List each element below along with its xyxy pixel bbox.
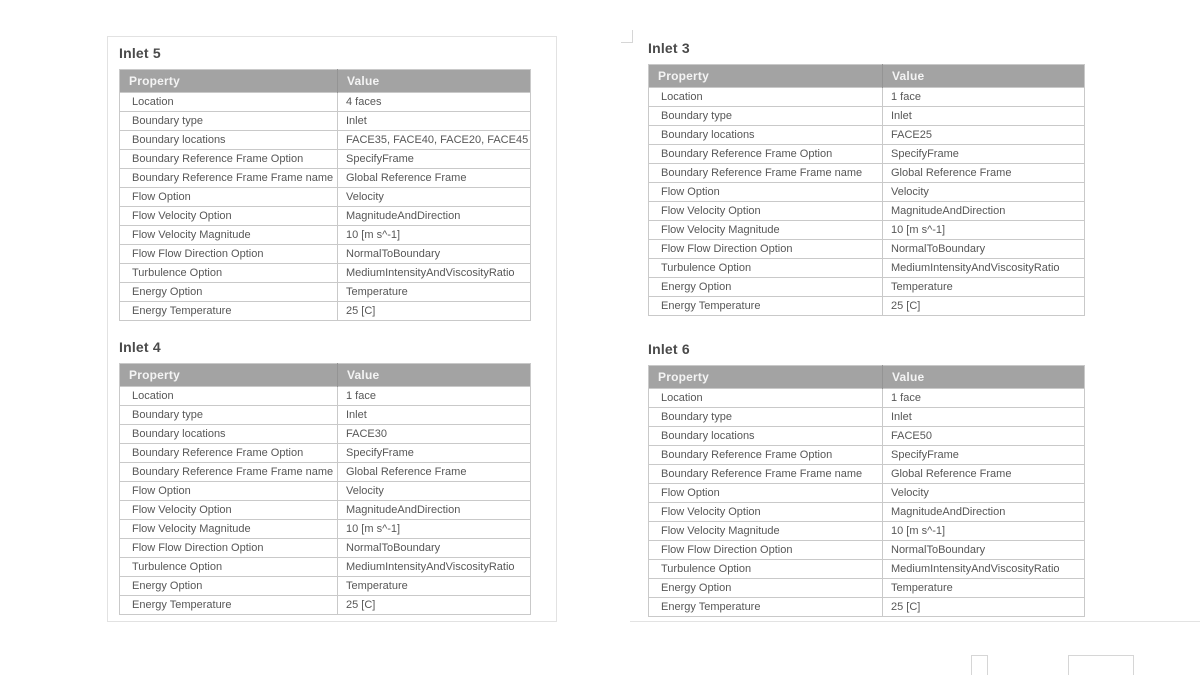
table-row [649,522,1085,541]
value-cell: MagnitudeAndDirection [883,503,1085,522]
header-row [649,366,1085,389]
right-report-column [648,32,1086,617]
table-row [120,93,531,112]
table-row [649,221,1085,240]
value-cell: Temperature [883,579,1085,598]
value-cell: Global Reference Frame [883,465,1085,484]
column-header-property: Property [649,366,883,389]
clipped-frame-box-small [971,655,988,675]
property-cell: Flow Flow Direction Option [120,245,338,264]
inlet-4-table [119,363,531,615]
left-report-panel [107,36,557,622]
table-row [120,558,531,577]
property-cell: Boundary locations [120,131,338,150]
table-row [120,577,531,596]
table-row [649,278,1085,297]
table-row [120,444,531,463]
property-cell: Flow Velocity Option [649,202,883,221]
property-cell: Location [120,387,338,406]
value-cell: NormalToBoundary [883,240,1085,259]
value-cell: Global Reference Frame [338,463,531,482]
value-cell: MediumIntensityAndViscosityRatio [883,560,1085,579]
inlet-5-table [119,69,531,321]
value-cell: SpecifyFrame [338,150,531,169]
column-header-property: Property [120,70,338,93]
property-cell: Boundary type [120,112,338,131]
property-cell: Boundary type [649,107,883,126]
property-cell: Flow Flow Direction Option [120,539,338,558]
table-title-inlet-4: Inlet 4 [119,339,161,355]
value-cell: 10 [m s^-1] [338,520,531,539]
clipped-frame-box-large [1068,655,1134,675]
value-cell: SpecifyFrame [883,446,1085,465]
table-row [649,408,1085,427]
table-row [649,88,1085,107]
value-cell: MagnitudeAndDirection [883,202,1085,221]
table-row [120,539,531,558]
property-cell: Flow Option [649,484,883,503]
value-cell: Global Reference Frame [338,169,531,188]
property-cell: Flow Velocity Option [120,207,338,226]
right-frame-bottom-border [630,621,1200,622]
value-cell: 4 faces [338,93,531,112]
value-cell: Velocity [338,188,531,207]
header-row [120,70,531,93]
value-cell: FACE25 [883,126,1085,145]
column-header-value: Value [883,65,1085,88]
value-cell: 10 [m s^-1] [338,226,531,245]
table-row [120,463,531,482]
table-row [120,387,531,406]
value-cell: Velocity [883,484,1085,503]
property-cell: Boundary Reference Frame Frame name [120,463,338,482]
table-row [649,202,1085,221]
table-row [120,283,531,302]
value-cell: Inlet [338,406,531,425]
value-cell: 1 face [883,389,1085,408]
table-row [649,598,1085,617]
table-row [649,389,1085,408]
column-header-value: Value [883,366,1085,389]
value-cell: FACE35, FACE40, FACE20, FACE45 [338,131,531,150]
property-cell: Energy Option [649,579,883,598]
column-header-property: Property [120,364,338,387]
table-row [649,297,1085,316]
property-cell: Energy Option [649,278,883,297]
value-cell: Inlet [338,112,531,131]
property-cell: Boundary locations [649,126,883,145]
value-cell: MediumIntensityAndViscosityRatio [338,264,531,283]
table-row [649,484,1085,503]
value-cell: 1 face [883,88,1085,107]
property-cell: Boundary Reference Frame Option [649,446,883,465]
property-cell: Flow Velocity Magnitude [120,226,338,245]
value-cell: 25 [C] [883,598,1085,617]
inlet-3-table [648,64,1085,316]
value-cell: 10 [m s^-1] [883,522,1085,541]
property-cell: Flow Option [120,482,338,501]
property-cell: Boundary Reference Frame Option [649,145,883,164]
property-cell: Boundary Reference Frame Frame name [649,164,883,183]
value-cell: Inlet [883,107,1085,126]
inlet-4-section [119,340,556,615]
header-row [120,364,531,387]
property-cell: Boundary Reference Frame Option [120,150,338,169]
property-cell: Flow Velocity Magnitude [649,221,883,240]
inlet-3-section [648,41,1086,316]
value-cell: SpecifyFrame [883,145,1085,164]
value-cell: 25 [C] [883,297,1085,316]
table-row [120,226,531,245]
frame-corner-artifact [621,30,633,43]
table-row [120,264,531,283]
table-row [649,560,1085,579]
property-cell: Boundary locations [649,427,883,446]
table-title-inlet-3: Inlet 3 [648,40,690,56]
value-cell: Velocity [338,482,531,501]
table-row [120,112,531,131]
header-row [649,65,1085,88]
table-row [120,482,531,501]
property-cell: Energy Temperature [649,598,883,617]
value-cell: Temperature [338,283,531,302]
table-row [120,150,531,169]
column-header-property: Property [649,65,883,88]
inlet-5-section [119,46,556,321]
property-cell: Flow Flow Direction Option [649,541,883,560]
table-row [120,188,531,207]
property-cell: Flow Velocity Option [649,503,883,522]
table-row [649,541,1085,560]
value-cell: Temperature [338,577,531,596]
value-cell: NormalToBoundary [338,539,531,558]
table-row [649,240,1085,259]
table-row [649,427,1085,446]
property-cell: Boundary type [649,408,883,427]
table-title-inlet-6: Inlet 6 [648,341,690,357]
property-cell: Turbulence Option [120,264,338,283]
table-row [120,596,531,615]
table-row [120,520,531,539]
table-row [120,406,531,425]
table-title-inlet-5: Inlet 5 [119,45,161,61]
column-header-value: Value [338,364,531,387]
inlet-6-section [648,342,1086,617]
value-cell: MagnitudeAndDirection [338,501,531,520]
table-row [120,425,531,444]
property-cell: Location [649,88,883,107]
value-cell: Temperature [883,278,1085,297]
value-cell: NormalToBoundary [338,245,531,264]
property-cell: Turbulence Option [649,560,883,579]
table-row [120,501,531,520]
table-row [649,465,1085,484]
property-cell: Turbulence Option [120,558,338,577]
value-cell: MagnitudeAndDirection [338,207,531,226]
property-cell: Flow Flow Direction Option [649,240,883,259]
table-row [649,503,1085,522]
value-cell: FACE50 [883,427,1085,446]
table-row [120,169,531,188]
value-cell: 25 [C] [338,302,531,321]
property-cell: Flow Option [649,183,883,202]
property-cell: Boundary Reference Frame Frame name [120,169,338,188]
property-cell: Boundary locations [120,425,338,444]
property-cell: Boundary Reference Frame Option [120,444,338,463]
value-cell: SpecifyFrame [338,444,531,463]
table-row [649,164,1085,183]
property-cell: Energy Option [120,283,338,302]
table-row [120,207,531,226]
property-cell: Boundary Reference Frame Frame name [649,465,883,484]
value-cell: 10 [m s^-1] [883,221,1085,240]
property-cell: Flow Velocity Magnitude [120,520,338,539]
property-cell: Energy Temperature [649,297,883,316]
table-row [649,259,1085,278]
table-row [649,183,1085,202]
property-cell: Energy Option [120,577,338,596]
property-cell: Boundary type [120,406,338,425]
property-cell: Flow Velocity Option [120,501,338,520]
property-cell: Turbulence Option [649,259,883,278]
value-cell: 1 face [338,387,531,406]
value-cell: MediumIntensityAndViscosityRatio [883,259,1085,278]
inlet-6-table [648,365,1085,617]
value-cell: Velocity [883,183,1085,202]
table-row [120,245,531,264]
table-row [649,579,1085,598]
value-cell: MediumIntensityAndViscosityRatio [338,558,531,577]
property-cell: Energy Temperature [120,302,338,321]
table-row [649,145,1085,164]
column-header-value: Value [338,70,531,93]
table-row [649,126,1085,145]
value-cell: Global Reference Frame [883,164,1085,183]
value-cell: NormalToBoundary [883,541,1085,560]
property-cell: Location [649,389,883,408]
property-cell: Location [120,93,338,112]
table-row [120,302,531,321]
value-cell: 25 [C] [338,596,531,615]
value-cell: FACE30 [338,425,531,444]
property-cell: Energy Temperature [120,596,338,615]
property-cell: Flow Velocity Magnitude [649,522,883,541]
table-row [120,131,531,150]
table-row [649,107,1085,126]
value-cell: Inlet [883,408,1085,427]
property-cell: Flow Option [120,188,338,207]
table-row [649,446,1085,465]
